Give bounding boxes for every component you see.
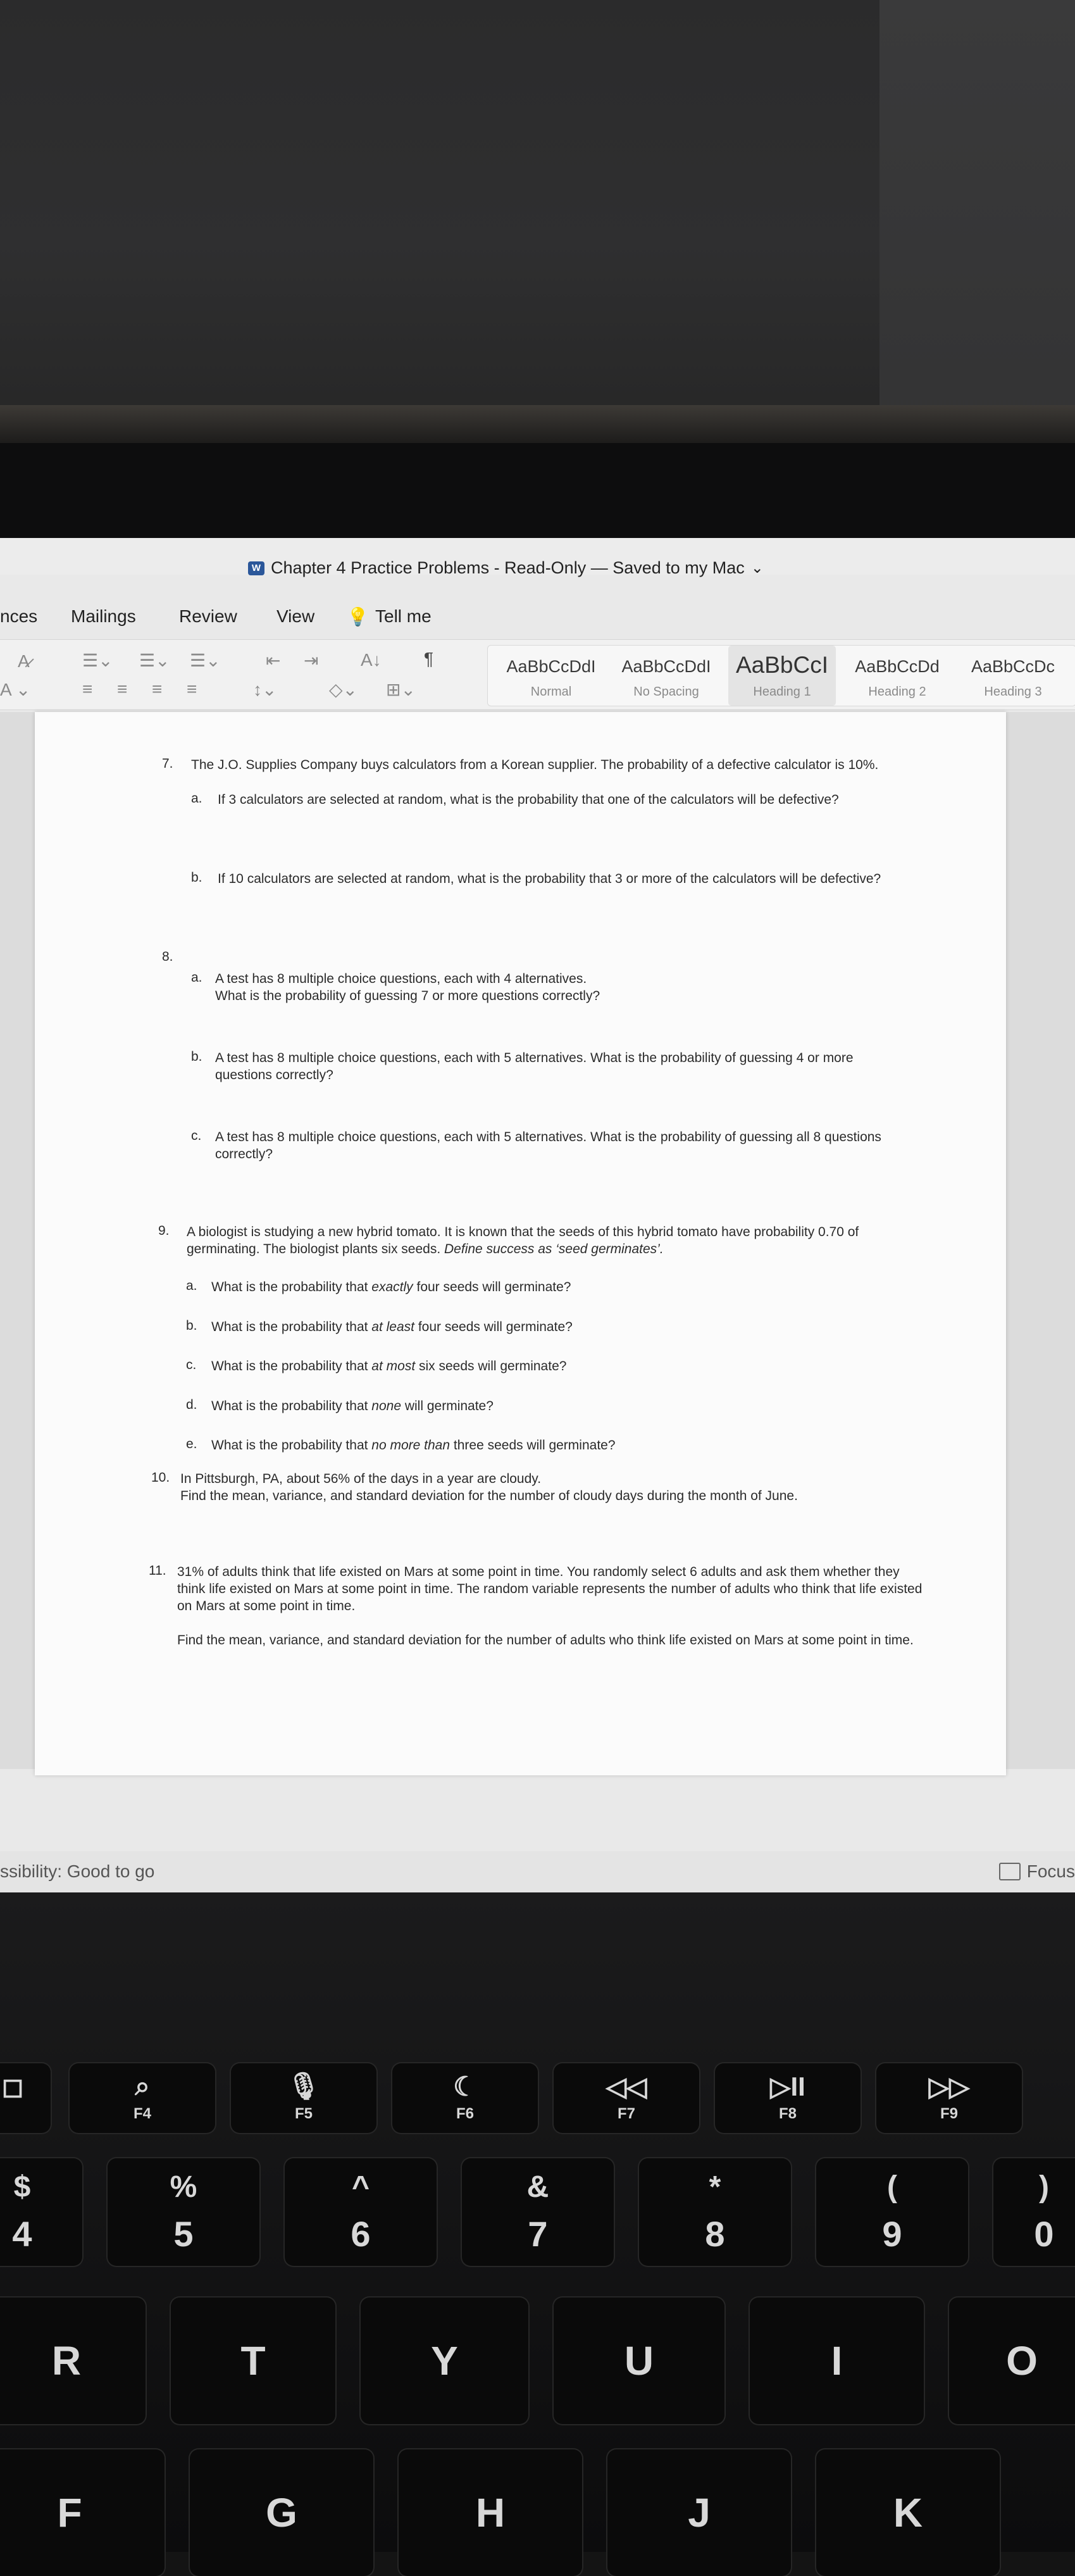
window-title[interactable]: [248, 558, 764, 578]
text-part: six seeds will germinate?: [415, 1359, 567, 1373]
question-9e-text: [211, 1437, 616, 1454]
style-sample: AaBbCcDdI: [506, 657, 596, 676]
question-11-text-2: Find the mean, variance, and standard deviation for the number of adults who think life existed on Mars at some point in time.: [177, 1633, 914, 1648]
style-heading-2[interactable]: [843, 646, 951, 706]
key-f6[interactable]: [392, 2063, 538, 2133]
item-label: e.: [186, 1437, 197, 1451]
key-number: 4: [12, 2214, 32, 2254]
item-label: d.: [186, 1397, 197, 1412]
key-i[interactable]: [750, 2298, 924, 2424]
align-center-icon[interactable]: ≡: [117, 679, 128, 699]
question-9-text-main: A biologist is studying a new hybrid tomato. It is known that the seeds of this hybrid tomato have probability 0.70 of germinating. The biologist plants six seeds.: [187, 1225, 859, 1256]
key-letter: G: [266, 2490, 297, 2535]
key-y[interactable]: [361, 2298, 528, 2424]
key-5[interactable]: [108, 2158, 259, 2266]
question-10-line-1: In Pittsburgh, PA, about 56% of the days in a year are cloudy.: [180, 1472, 542, 1486]
key-letter: F: [57, 2490, 82, 2535]
question-number: 11.: [149, 1563, 166, 1578]
key-letter: T: [240, 2338, 266, 2384]
style-sample: AaBbCcDd: [855, 657, 940, 676]
document-canvas: [0, 712, 1075, 1769]
item-label: a.: [186, 1279, 197, 1293]
text-part: three seeds will germinate?: [450, 1438, 616, 1453]
microphone-icon: 🎙: [287, 2071, 321, 2101]
align-right-icon[interactable]: ≡: [152, 679, 163, 699]
item-label: b.: [191, 1049, 202, 1064]
increase-indent-icon[interactable]: ⇥: [304, 651, 319, 670]
key-u[interactable]: [554, 2298, 724, 2424]
menu-tell-me[interactable]: Tell me: [375, 606, 432, 626]
key-f8[interactable]: [715, 2063, 861, 2133]
text-emphasis: at least: [371, 1320, 415, 1334]
question-8a-line-2: What is the probability of guessing 7 or more questions correctly?: [215, 989, 600, 1003]
background-window: [879, 0, 1075, 443]
question-number: 8.: [162, 949, 173, 964]
key-symbol: (: [887, 2170, 897, 2204]
show-paragraph-marks-icon[interactable]: ¶: [424, 649, 434, 668]
text-part: What is the probability that: [211, 1359, 372, 1373]
align-left-icon[interactable]: ≡: [82, 679, 93, 699]
key-number: 8: [705, 2214, 725, 2254]
status-bar: [0, 1851, 1075, 1892]
lightbulb-icon: 💡: [347, 607, 369, 627]
question-9b-text: [211, 1318, 573, 1335]
style-name: Heading 1: [753, 685, 811, 699]
menu-mailings[interactable]: Mailings: [71, 606, 136, 626]
key-f5[interactable]: [231, 2063, 376, 2133]
style-name: Heading 2: [868, 685, 926, 699]
question-7a-text: If 3 calculators are selected at random, what is the probability that one of the calculators will be defective?: [218, 792, 839, 807]
decrease-indent-icon[interactable]: ⇤: [266, 651, 281, 670]
item-label: a.: [191, 970, 202, 985]
key-o[interactable]: [949, 2298, 1075, 2424]
key-number: 5: [173, 2214, 194, 2254]
laptop-keyboard: [0, 1892, 1075, 2552]
key-symbol: $: [13, 2170, 31, 2204]
paragraph-tools: [0, 640, 481, 710]
key-symbol: %: [170, 2170, 197, 2204]
key-f9[interactable]: [876, 2063, 1022, 2133]
question-11-text: 31% of adults think that life existed on Mars at some point in time. You randomly select 6 adults and ask them whether they think life existed on Mars at some point in time. The random variable represents the number of adults who think that life existed on Mars at some point in time.: [177, 1565, 923, 1613]
text-part: What is the probability that: [211, 1438, 372, 1453]
key-6[interactable]: [285, 2158, 437, 2266]
room-background: [0, 0, 1075, 443]
key-9[interactable]: [816, 2158, 968, 2266]
style-no-spacing[interactable]: [612, 646, 720, 706]
line-spacing-icon[interactable]: ↕⌄: [253, 680, 277, 699]
title-bar: [0, 538, 1075, 575]
question-8c-text: A test has 8 multiple choice questions, each with 5 alternatives. What is the probability of guessing all 8 questions correctly?: [215, 1130, 881, 1161]
question-8a-line-1: A test has 8 multiple choice questions, each with 4 alternatives.: [215, 972, 587, 986]
moon-icon: ☾: [453, 2072, 477, 2101]
key-g[interactable]: [190, 2449, 373, 2576]
key-h[interactable]: [399, 2449, 582, 2576]
borders-icon[interactable]: ⊞⌄: [386, 680, 416, 699]
word-app-icon: W: [248, 561, 264, 575]
question-9a-text: [211, 1279, 571, 1296]
text-part: What is the probability that: [211, 1320, 372, 1334]
question-9d-text: [211, 1397, 494, 1415]
text-emphasis: exactly: [371, 1280, 413, 1294]
key-j[interactable]: [607, 2449, 791, 2576]
styles-gallery: [487, 645, 1075, 706]
question-number: 7.: [162, 756, 173, 771]
key-f7[interactable]: [554, 2063, 699, 2133]
key-letter: R: [51, 2338, 82, 2384]
key-4[interactable]: [0, 2158, 82, 2266]
style-name: No Spacing: [633, 685, 699, 699]
numbering-icon[interactable]: ☰⌄: [139, 651, 170, 670]
question-7-text: The J.O. Supplies Company buys calculators from a Korean supplier. The probability of a defective calculator is 10%.: [191, 758, 879, 772]
question-7b-text: If 10 calculators are selected at random, what is the probability that 3 or more of the calculators will be defective?: [218, 872, 881, 886]
item-label: c.: [186, 1358, 197, 1372]
item-label: b.: [186, 1318, 197, 1333]
style-sample: AaBbCcDc: [971, 657, 1055, 676]
key-label: F9: [940, 2105, 958, 2122]
menu-bar: [0, 601, 1075, 632]
key-label: F5: [294, 2105, 313, 2122]
text-emphasis: at most: [371, 1359, 416, 1373]
menu-review[interactable]: Review: [179, 606, 237, 626]
document-page[interactable]: [35, 712, 1006, 1775]
key-f3[interactable]: [0, 2063, 51, 2133]
item-label: b.: [191, 870, 202, 885]
background-shelf: [0, 405, 1075, 443]
fast-forward-icon: ▷▷: [928, 2072, 970, 2101]
text-part: What is the probability that: [211, 1399, 372, 1413]
mission-control-icon: ◻: [1, 2072, 24, 2101]
sort-icon[interactable]: A↓: [361, 650, 382, 670]
font-style-icon[interactable]: A̷: [18, 651, 30, 671]
rewind-icon: ◁◁: [606, 2072, 647, 2101]
laptop-bezel: [0, 443, 1075, 538]
key-letter: Y: [431, 2338, 458, 2384]
question-10-line-2: Find the mean, variance, and standard deviation for the number of cloudy days during the month of June.: [180, 1489, 798, 1503]
style-name: Normal: [530, 685, 572, 699]
key-letter: O: [1006, 2338, 1038, 2384]
key-symbol: ^: [351, 2170, 370, 2204]
text-part: four seeds will germinate?: [414, 1320, 573, 1334]
question-8b-text: A test has 8 multiple choice questions, each with 5 alternatives. What is the probability of guessing 4 or more questions correctly?: [215, 1051, 854, 1082]
chevron-down-icon[interactable]: ⌄: [750, 560, 764, 577]
key-f[interactable]: [0, 2449, 165, 2576]
key-letter: K: [893, 2490, 923, 2535]
style-normal[interactable]: [497, 646, 605, 706]
text-part: What is the probability that: [211, 1280, 372, 1294]
bullets-icon[interactable]: ☰⌄: [82, 651, 113, 670]
style-heading-3[interactable]: [959, 646, 1067, 706]
key-letter: H: [475, 2490, 506, 2535]
key-label: F8: [778, 2105, 797, 2122]
style-name: Heading 3: [984, 685, 1042, 699]
item-label: a.: [191, 791, 202, 806]
key-label: F6: [456, 2105, 474, 2122]
question-9-text: [187, 1223, 933, 1258]
menu-references[interactable]: nces: [0, 606, 38, 626]
key-symbol: &: [526, 2170, 549, 2204]
focus-label: Focus: [1026, 1861, 1075, 1881]
key-letter: U: [624, 2338, 654, 2384]
key-r[interactable]: [0, 2298, 146, 2424]
key-number: 6: [351, 2214, 371, 2254]
key-number: 7: [528, 2214, 548, 2254]
key-0[interactable]: [993, 2158, 1075, 2266]
key-t[interactable]: [171, 2298, 335, 2424]
font-color-icon[interactable]: A ⌄: [0, 680, 31, 699]
text-part: four seeds will germinate?: [413, 1280, 571, 1294]
question-9-text-definition: Define success as ‘seed germinates’.: [444, 1242, 664, 1256]
key-letter: J: [688, 2490, 711, 2535]
ribbon-home: [0, 639, 1075, 710]
style-sample: AaBbCcI: [735, 652, 828, 678]
key-number: 0: [1034, 2214, 1054, 2254]
shading-icon[interactable]: ◇⌄: [329, 680, 357, 699]
style-heading-1[interactable]: [728, 646, 836, 706]
text-emphasis: no more than: [371, 1438, 451, 1453]
question-9c-text: [211, 1358, 566, 1375]
justify-icon[interactable]: ≡: [187, 679, 197, 699]
style-sample: AaBbCcDdI: [621, 657, 711, 676]
key-7[interactable]: [462, 2158, 614, 2266]
text-emphasis: none: [371, 1399, 402, 1413]
key-8[interactable]: [639, 2158, 791, 2266]
key-label: F4: [133, 2105, 151, 2122]
item-label: c.: [191, 1129, 202, 1143]
play-pause-icon: ▷II: [770, 2072, 805, 2101]
question-number: 10.: [151, 1470, 170, 1485]
key-number: 9: [882, 2214, 902, 2254]
menu-view[interactable]: View: [277, 606, 315, 626]
text-part: will germinate?: [401, 1399, 494, 1413]
key-k[interactable]: [816, 2449, 1000, 2576]
key-label: F7: [617, 2105, 635, 2122]
question-number: 9.: [158, 1223, 170, 1238]
multilevel-list-icon[interactable]: ☰⌄: [190, 651, 221, 670]
document-title: Chapter 4 Practice Problems - Read-Only — Saved to my Mac: [271, 558, 745, 577]
key-letter: I: [831, 2338, 843, 2384]
accessibility-status[interactable]: ssibility: Good to go: [0, 1861, 155, 1881]
key-symbol: ): [1039, 2170, 1049, 2204]
focus-icon: [999, 1863, 1021, 1880]
focus-mode-button[interactable]: [999, 1861, 1075, 1882]
search-icon: ⌕: [135, 2071, 150, 2101]
word-window: [0, 538, 1075, 1892]
key-symbol: *: [709, 2170, 721, 2204]
key-f4[interactable]: [70, 2063, 215, 2133]
